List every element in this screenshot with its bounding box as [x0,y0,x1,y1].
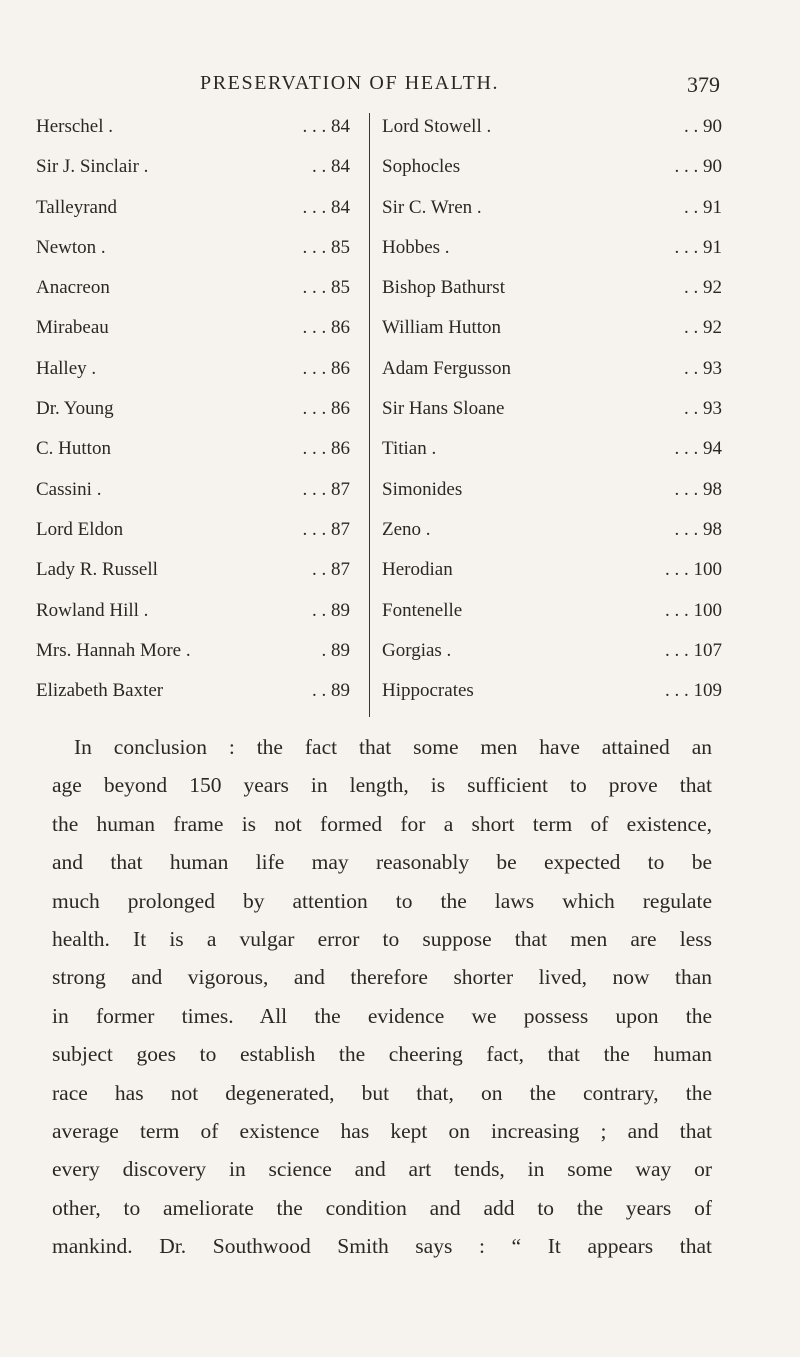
leader-dots: . . [684,196,699,218]
person-age [303,113,351,141]
person-age [665,597,722,625]
table-row [36,234,350,274]
table-row [382,677,722,717]
table-row [36,314,350,354]
person-age [312,597,350,625]
person-name: Talleyrand [36,196,117,218]
person-name: Dr. Young [36,398,114,420]
table-row [382,637,722,677]
paragraph-line: subject goes to establish the cheering fact, that the human [52,1042,712,1067]
person-name: Cassini . [36,478,102,500]
person-name: Sir J. Sinclair . [36,156,149,178]
person-age [322,637,351,665]
person-age [684,113,722,141]
leader-dots: . . . [302,277,327,299]
age-value: 87 [331,518,350,540]
person-age [675,476,723,504]
table-row [382,153,722,193]
age-value: 98 [703,478,722,500]
leader-dots: . . [312,559,327,581]
paragraph-line: much prolonged by attention to the laws which regulate [52,888,712,913]
column-divider [369,113,370,717]
leader-dots: . . . [674,156,699,178]
person-name: Gorgias . [382,639,452,661]
age-value: 85 [331,277,350,299]
person-age [303,194,351,222]
person-name: Titian . [382,438,437,460]
table-row [382,194,722,234]
age-value: 93 [703,398,722,420]
person-age [665,556,722,584]
running-head: PRESERVATION OF HEALTH. [200,72,500,94]
age-value: 89 [331,599,350,621]
person-name: Sir C. Wren . [382,196,482,218]
age-value: 86 [331,357,350,379]
age-value: 90 [703,116,722,137]
person-name: Fontenelle [382,599,463,621]
age-value: 89 [331,639,350,661]
person-age [684,355,722,383]
table-row [36,113,350,153]
age-value: 107 [693,639,722,661]
age-value: 87 [331,478,350,500]
person-name: C. Hutton [36,438,111,460]
person-name: Mirabeau [36,317,109,339]
person-age [665,637,722,665]
table-row [382,274,722,314]
paragraph-line: In conclusion : the fact that some men have attained an [74,735,712,759]
age-value: 87 [331,559,350,581]
table-row [382,597,722,637]
age-value: 100 [693,559,722,581]
age-value: 91 [703,236,722,258]
table-row [36,435,350,475]
person-name: Elizabeth Baxter [36,680,164,702]
age-value: 86 [331,398,350,420]
person-name: Rowland Hill . [36,599,149,621]
person-age [312,677,350,705]
paragraph-line: strong and vigorous, and therefore shorter lived, now than [52,965,712,990]
leader-dots: . . . [674,478,699,500]
person-age [675,234,723,262]
leader-dots: . . . [665,599,689,621]
table-row [36,597,350,637]
person-name: Lady R. Russell [36,559,158,581]
leader-dots: . . [312,599,327,621]
person-age [675,435,723,463]
paragraph-line: every discovery in science and art tends, in some way or [52,1157,712,1182]
person-age [312,556,350,584]
person-name: William Hutton [382,317,502,339]
table-row [382,476,722,516]
person-name: Halley . [36,357,97,379]
leader-dots: . . . [674,518,699,540]
leader-dots: . . [684,116,699,137]
person-age [312,153,350,181]
person-name: Newton . [36,236,106,258]
leader-dots: . . . [302,196,327,218]
leader-dots: . . . [302,398,327,420]
age-value: 93 [703,357,722,379]
leader-dots: . . [684,317,699,339]
conclusion-paragraph [52,728,712,1266]
table-row [382,435,722,475]
paragraph-line: average term of existence has kept on increasing ; and that [52,1119,712,1144]
table-row [382,234,722,274]
paragraph-line: other, to ameliorate the condition and add to the years of [52,1195,712,1220]
table-row [382,395,722,435]
table-row [36,355,350,395]
right-column [382,113,722,717]
leader-dots: . . [684,398,699,420]
person-name: Lord Stowell . [382,116,492,137]
table-row [36,153,350,193]
table-row [382,516,722,556]
person-name: Lord Eldon [36,518,124,540]
left-column [36,113,350,717]
person-name: Sir Hans Sloane [382,398,505,420]
age-value: 85 [331,236,350,258]
age-value: 84 [331,116,350,137]
person-age [303,476,351,504]
person-name: Sophocles [382,156,461,178]
person-age [303,355,351,383]
person-age [665,677,722,705]
table-row [36,395,350,435]
leader-dots: . . . [302,478,327,500]
paragraph-line: health. It is a vulgar error to suppose that men are less [52,927,712,952]
leader-dots: . . . [302,438,327,460]
age-value: 94 [703,438,722,460]
age-value: 92 [703,277,722,299]
leader-dots: . . . [674,438,699,460]
person-age [303,234,351,262]
leader-dots: . . [684,277,699,299]
leader-dots: . . . [674,236,699,258]
person-age [303,516,351,544]
table-row [36,677,350,717]
person-age [675,516,723,544]
person-name: Anacreon [36,277,110,299]
leader-dots: . . [684,357,699,379]
person-age [303,435,351,463]
paragraph-line: mankind. Dr. Southwood Smith says : “ It appears that [52,1234,712,1259]
person-name: Herschel . [36,116,114,137]
person-name: Herodian [382,559,453,581]
table-row [36,516,350,556]
person-name: Hobbes . [382,236,450,258]
person-age [684,274,722,302]
leader-dots: . . . [665,559,689,581]
age-value: 86 [331,438,350,460]
person-age [684,194,722,222]
person-age [684,314,722,342]
person-age [303,314,351,342]
page-number: 379 [687,72,720,97]
person-age [303,274,351,302]
age-value: 91 [703,196,722,218]
leader-dots: . . . [302,357,327,379]
age-value: 86 [331,317,350,339]
leader-dots: . . . [302,518,327,540]
table-row [382,556,722,596]
person-name: Adam Fergusson [382,357,511,379]
leader-dots: . . . [665,639,689,661]
age-value: 84 [331,156,350,178]
leader-dots: . . . [302,236,327,258]
table-row [382,113,722,153]
leader-dots: . . [312,156,327,178]
leader-dots: . . . [302,116,327,137]
age-value: 100 [693,599,722,621]
leader-dots: . [321,639,327,661]
age-value: 109 [693,680,722,702]
person-name: Simonides [382,478,463,500]
person-name: Mrs. Hannah More . [36,639,191,661]
table-row [36,556,350,596]
leader-dots: . . [312,680,327,702]
person-age [675,153,723,181]
longevity-table [36,113,722,717]
table-row [382,314,722,354]
age-value: 92 [703,317,722,339]
page-header [200,72,720,106]
age-value: 98 [703,518,722,540]
age-value: 90 [703,156,722,178]
table-row [36,476,350,516]
table-row [36,637,350,677]
table-row [36,194,350,234]
paragraph-line: the human frame is not formed for a short term of existence, [52,811,712,836]
age-value: 84 [331,196,350,218]
age-value: 89 [331,680,350,702]
table-row [36,274,350,314]
person-age [684,395,722,423]
paragraph-line: and that human life may reasonably be expected to be [52,850,712,875]
person-name: Hippocrates [382,680,474,702]
paragraph-line: in former times. All the evidence we possess upon the [52,1003,712,1028]
person-name: Bishop Bathurst [382,277,505,299]
paragraph-line: age beyond 150 years in length, is sufficient to prove that [52,773,712,798]
person-age [303,395,351,423]
leader-dots: . . . [302,317,327,339]
leader-dots: . . . [665,680,689,702]
table-row [382,355,722,395]
paragraph-line: race has not degenerated, but that, on the contrary, the [52,1080,712,1105]
person-name: Zeno . [382,518,431,540]
